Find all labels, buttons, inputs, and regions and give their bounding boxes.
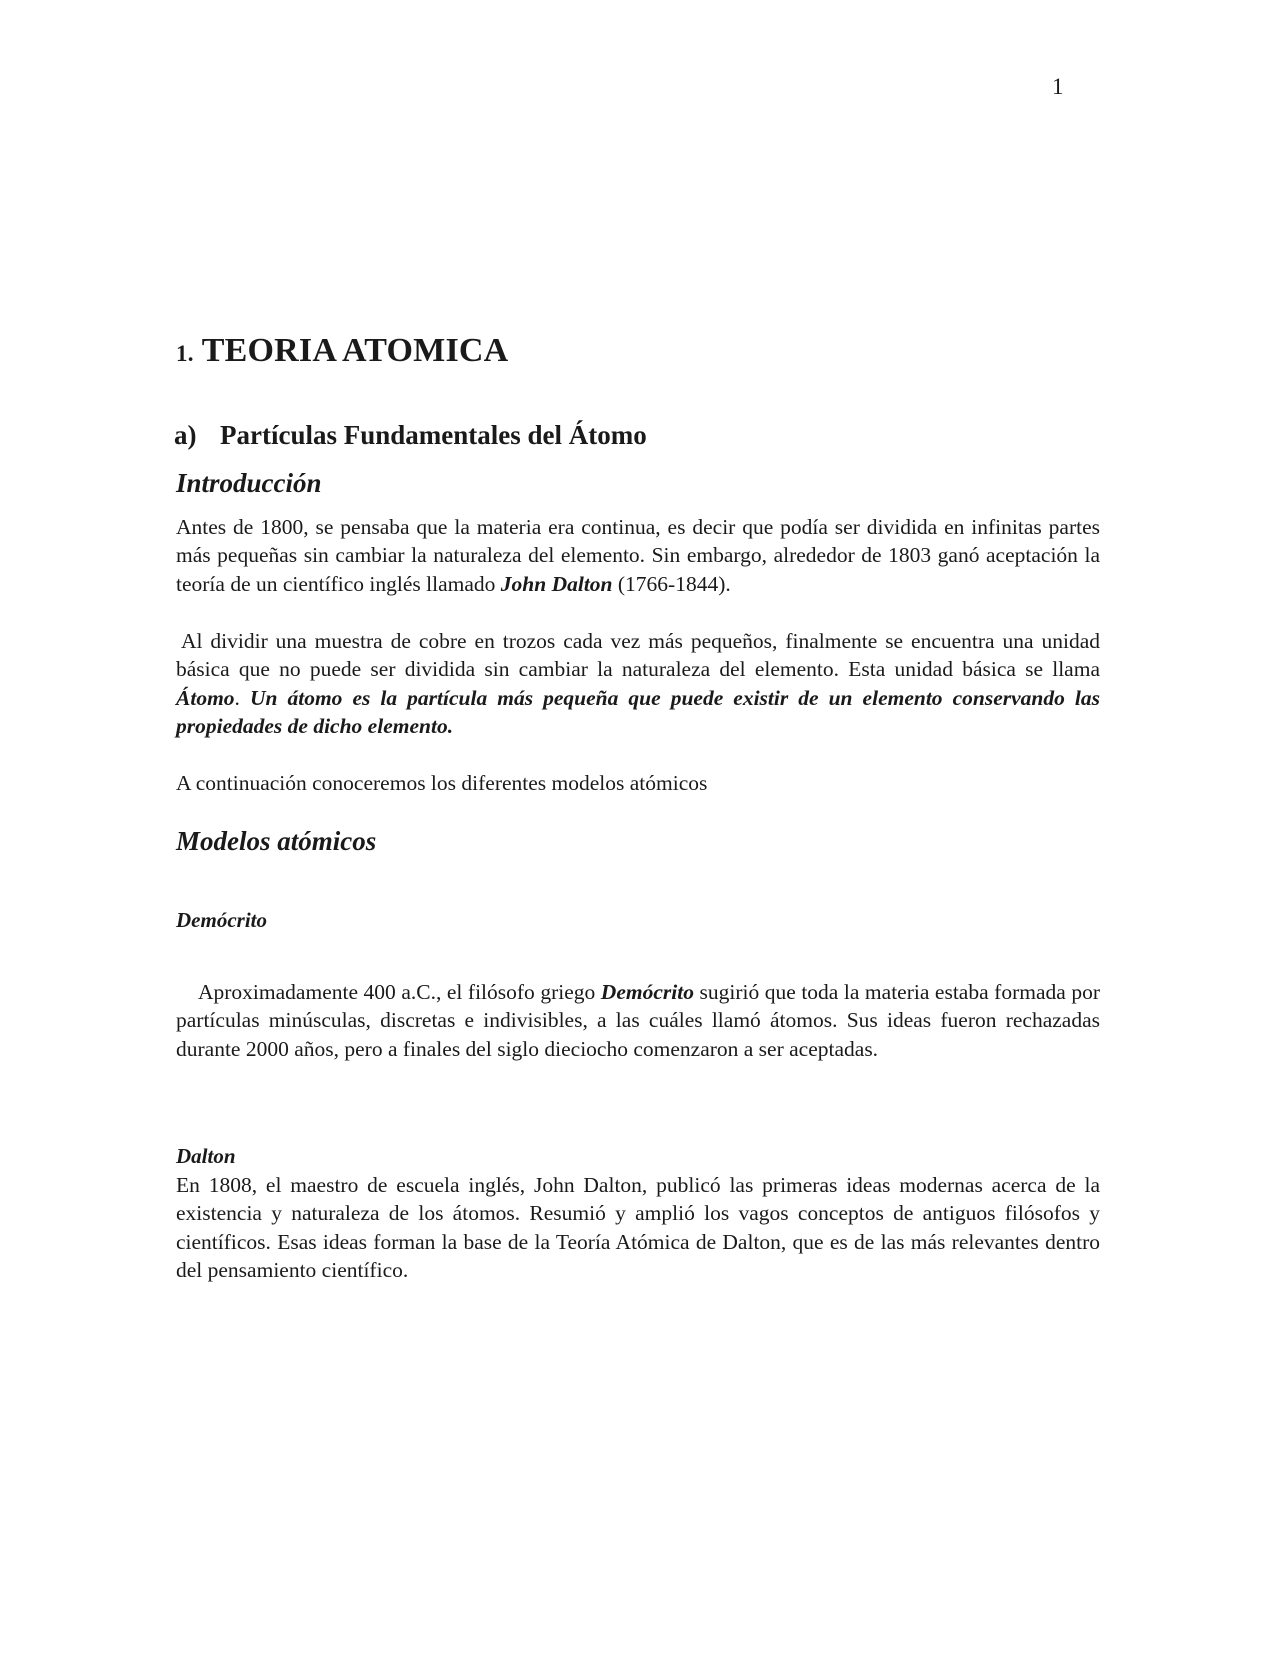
section-label: a) (174, 420, 197, 450)
democrito-name: Demócrito (600, 980, 694, 1004)
chapter-title-text: TEORIA ATOMICA (201, 332, 509, 369)
intro-p2-sep: . (234, 685, 250, 710)
introduction-heading: Introducción (176, 468, 322, 498)
intro-paragraph-2 (176, 627, 1100, 741)
intro-p2-text: Al dividir una muestra de cobre en trozos cada vez más pequeños, finalmente se encuentra una unidad básica que no puede ser dividida sin cambiar la naturaleza del elemento. Esta unidad básica se llama (176, 629, 1100, 682)
democrito-paragraph (176, 978, 1100, 1063)
models-heading: Modelos atómicos (176, 826, 377, 856)
intro-paragraph-3: A continuación conoceremos los diferentes modelos atómicos (176, 771, 708, 795)
democrito-text-before: Aproximadamente 400 a.C., el filósofo griego (198, 980, 601, 1004)
intro-paragraph-1 (176, 513, 1100, 598)
atomo-term: Átomo (176, 685, 235, 710)
dalton-paragraph: En 1808, el maestro de escuela inglés, John Dalton, publicó las primeras ideas modernas acerca de la existencia y naturaleza de los átomos. Resumió y amplió los vagos conceptos de antiguos filósofos y científicos. Esas ideas forman la base de la Teoría Atómica de Dalton, que es de las más relevantes dentro del pensamiento científico. (176, 1173, 1100, 1283)
democrito-text-after: sugirió que toda la materia estaba formada por partículas minúsculas, discretas e indivisibles, a las cuáles llamó átomos. Sus ideas fueron rechazadas durante 2000 años, pero a finales del siglo dieciocho comenzaron a ser aceptadas. (176, 980, 1100, 1061)
dalton-heading: Dalton (176, 1144, 236, 1168)
intro-p1-tail: (1766-1844). (612, 571, 731, 596)
john-dalton-name: John Dalton (500, 571, 613, 596)
section-title (174, 420, 647, 451)
section-title-text: Partículas Fundamentales del Átomo (220, 420, 647, 450)
democrito-heading: Demócrito (176, 908, 267, 932)
chapter-number: 1. (176, 341, 194, 366)
atom-definition: Un átomo es la partícula más pequeña que puede existir de un elemento conservando las propiedades de dicho elemento. (176, 685, 1101, 739)
page-number: 1 (1052, 74, 1064, 99)
intro-p1-text: Antes de 1800, se pensaba que la materia era continua, es decir que podía ser dividida en infinitas partes más pequeñas sin cambiar la naturaleza del elemento. Sin embargo, alrededor de 1803 ganó aceptación la teoría de un científico inglés llamado (176, 515, 1100, 596)
chapter-title (176, 332, 508, 370)
